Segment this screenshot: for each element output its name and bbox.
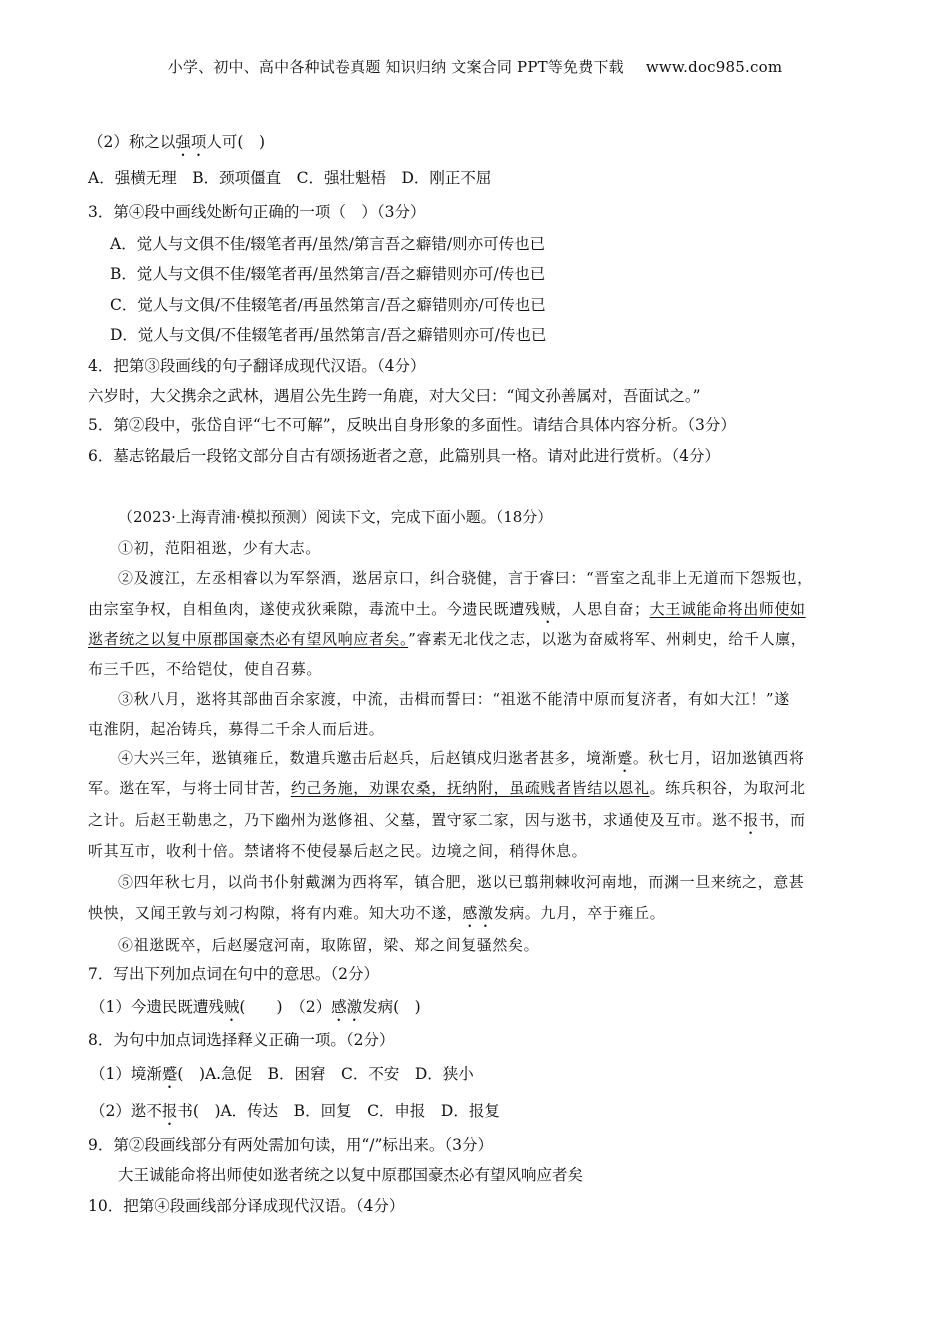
dotted-word: 贼 (540, 600, 557, 618)
passage-p2-line4: 布三千匹，不给铠仗，使自召募。 (88, 660, 323, 678)
q4-stem: 4．把第③段画线的句子翻译成现代汉语。（4分） (88, 357, 426, 375)
passage-p5-line2: 怏怏，又闻王敦与刘刁构隙，将有内难。知大功不遂，感激发病。九月，卒于雍丘。 (88, 904, 666, 922)
q2-sub-options: A．强横无理 B．颈项僵直 C．强壮魁梧 D．刚正不屈 (88, 169, 492, 187)
dotted-word: 蹙 (161, 1065, 178, 1083)
passage-p4-line3: 之计。后赵王勒患之，乃下幽州为逖修祖、父墓，置守冢二家，因与逖书，求通使及互市。逖不报书，而 (88, 811, 806, 829)
passage-p4-line1: ④大兴三年，逖镇雍丘，数遣兵邀击后赵兵，后赵镇戍归逖者甚多，境渐蹙。秋七月，诏加逖镇西将 (118, 749, 805, 767)
dotted-word: 贼 (223, 998, 240, 1016)
q6-stem: 6．墓志铭最后一段铭文部分自古有颂扬逝者之意，此篇别具一格。请对此进行赏析。（4分） (88, 447, 720, 465)
passage-p5-line1: ⑤四年秋七月，以尚书仆射戴渊为西将军，镇合肥，逖以已翦荆棘收河南地，而渊一旦来统之，意甚 (118, 873, 805, 891)
q3-stem: 3．第④段中画线处断句正确的一项（ ）（3分） (88, 203, 426, 221)
passage-p1: ①初，范阳祖逖，少有大志。 (118, 539, 321, 557)
q8-sub2: （2）逖不报书( )A．传达 B．回复 C．申报 D．报复 (90, 1102, 500, 1120)
dotted-word: 强项 (175, 133, 207, 151)
passage-p4-line2: 军。逖在军，与将士同甘苦，约己务施，劝课农桑，抚纳附，虽疏贱者皆结以恩礼。练兵积谷，为取河北 (88, 779, 806, 797)
q3-option-a: A．觉人与文俱不佳/辍笔者再/虽然/第言吾之癖错/则亦可传也已 (110, 235, 546, 253)
passage-p2-line2: 由宗室争权，自相鱼肉，遂使戎狄乘隙，毒流中土。今遗民既遭残贼，人思自奋；大王诚能命将出师使如 (88, 600, 806, 618)
q3-option-d: D．觉人与文俱/不佳辍笔者再/虽然第言/吾之癖错则亦可/传也已 (110, 326, 547, 344)
q8-sub1: （1）境渐蹙( )A.急促 B．困窘 C．不安 D．狭小 (90, 1065, 474, 1083)
q8-stem: 8．为句中加点词选择释义正确一项。（2分） (88, 1031, 395, 1049)
passage-p4-line4: 听其互市，收利十倍。禁诸将不使侵暴后赵之民。边境之间，稍得休息。 (88, 842, 588, 860)
dotted-word: 报 (161, 1102, 178, 1120)
q3-option-b: B．觉人与文俱不佳/辍笔者再/虽然第言/吾之癖错则亦可/传也已 (110, 265, 546, 283)
underlined-text: 约己务施，劝课农桑，抚纳附，虽疏贱者皆结以恩礼 (290, 779, 650, 797)
dotted-word: 报 (743, 811, 759, 829)
underlined-text: 逖者统之以复中原郡国豪杰必有望风响应者矣。 (88, 630, 409, 648)
q5-stem: 5．第②段中，张岱自评“七不可解”，反映出自身形象的多面性。请结合具体内容分析。（3分） (88, 416, 736, 434)
passage-p6: ⑥祖逖既卒，后赵屡寇河南，取陈留，梁、郑之间复骚然矣。 (118, 936, 540, 954)
q10-stem: 10．把第④段画线部分译成现代汉语。（4分） (88, 1197, 405, 1215)
passage-intro: （2023·上海青浦·模拟预测）阅读下文，完成下面小题。（18分） (118, 508, 553, 526)
page-header (0, 56, 950, 77)
q3-option-c: C．觉人与文俱/不佳辍笔者/再虽然第言/吾之癖错则亦/可传也已 (110, 296, 546, 314)
dotted-word: 蹙 (617, 749, 633, 767)
q7-stem: 7．写出下列加点词在句中的意思。（2分） (88, 965, 379, 983)
passage-p3-line2: 屯淮阴，起冶铸兵，募得二千余人而后进。 (88, 720, 385, 738)
q2-sub-stem: （2）称之以强项人可( ) (88, 133, 265, 151)
passage-p3-line1: ③秋八月，逖将其部曲百余家渡，中流，击楫而誓曰：“祖逖不能清中原而复济者，有如大江！”遂 (118, 690, 790, 708)
passage-p2-line1: ②及渡江，左丞相睿以为军祭酒，逖居京口，纠合骁健，言于睿曰：“晋室之乱非上无道而下怨叛也， (118, 569, 813, 587)
header-site: www.doc985.com (645, 58, 783, 76)
q9-text: 大王诚能命将出师使如逖者统之以复中原郡国豪杰必有望风响应者矣 (118, 1166, 584, 1184)
q7-items: （1）今遗民既遭残贼( ) （2）感激发病( ) (90, 998, 421, 1016)
header-text: 小学、初中、高中各种试卷真题 知识归纳 文案合同 PPT等免费下载 (167, 58, 624, 76)
q9-stem: 9．第②段画线部分有两处需加句读，用“/”标出来。（3分） (88, 1136, 494, 1154)
passage-p2-line3: 逖者统之以复中原郡国豪杰必有望风响应者矣。”睿素无北伐之志，以逖为奋威将军、州刺史，给千人廪， (88, 630, 807, 648)
dotted-word: 感激 (462, 904, 494, 922)
underlined-text: 大王诚能命将出师使如 (649, 600, 806, 618)
dotted-word: 感激 (331, 998, 363, 1016)
q4-text: 六岁时，大父携余之武林，遇眉公先生跨一角鹿，对大父曰：“闻文孙善属对，吾面试之。” (88, 387, 701, 405)
